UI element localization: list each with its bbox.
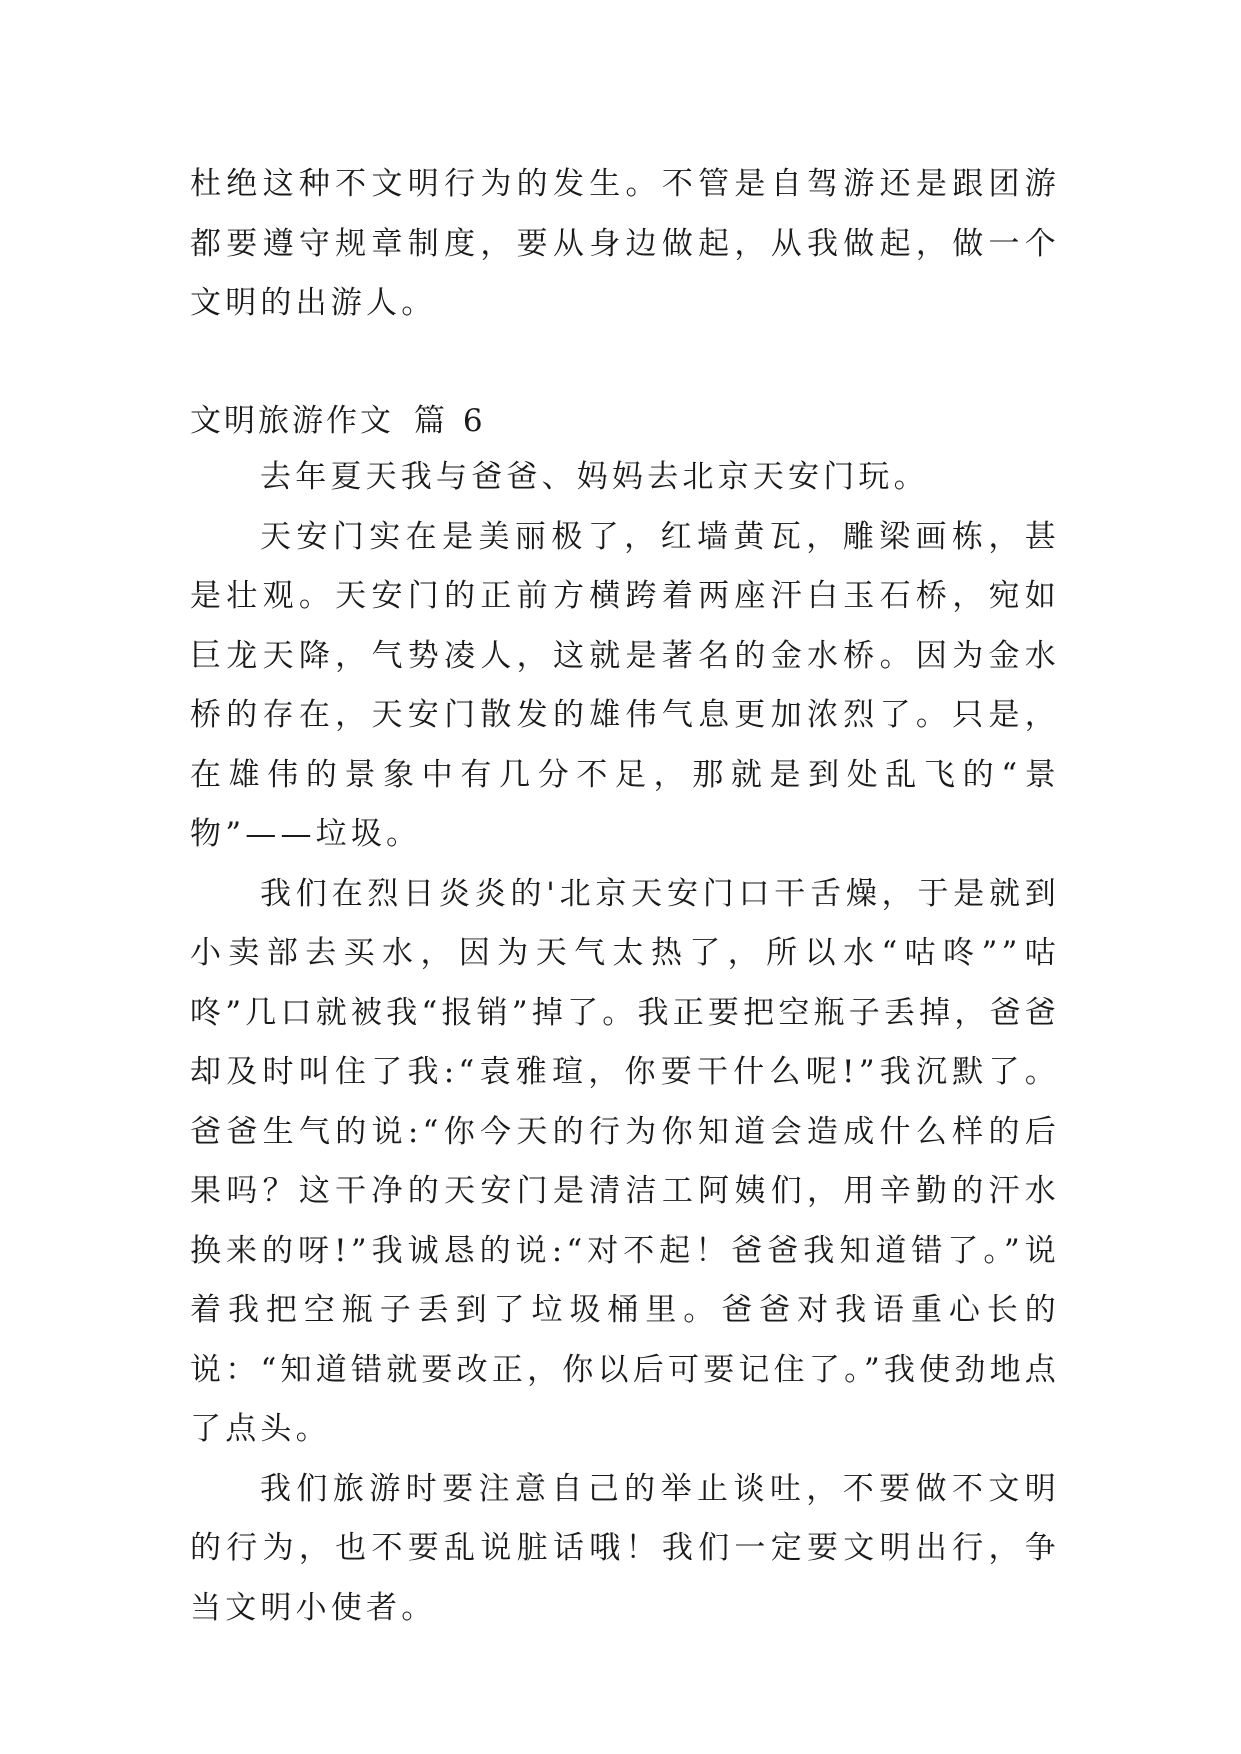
paragraph-3: 我们在烈日炎炎的'北京天安门口干舌燥，于是就到小卖部去买水，因为天气太热了，所以水“咕咚””咕咚”几口就被我“报销”掉了。我正要把空瓶子丢掉，爸爸却及时叫住了我:“袁雅瑄，你要干什么呢!”我沉默了。爸爸生气的说:“你今天的行为你知道会造成什么样的后果吗？这干净的天安门是清洁工阿姨们，用辛勤的汗水换来的呀!”我诚恳的说:“对不起！爸爸我知道错了。”说着我把空瓶子丢到了垃圾桶里。爸爸对我语重心长的说：“知道错就要改正，你以后可要记住了。”我使劲地点了点头。: [190, 875, 1060, 1447]
continued-paragraph: 杜绝这种不文明行为的发生。不管是自驾游还是跟团游都要遵守规章制度，要从身边做起，从我做起，做一个文明的出游人。: [190, 166, 1060, 321]
section-number: 篇 6: [414, 403, 487, 439]
paragraph-1: 去年夏天我与爸爸、妈妈去北京天安门玩。: [260, 459, 929, 495]
section-heading: [190, 392, 487, 452]
continued-paragraph-block: [190, 155, 1060, 334]
paragraph-2: 天安门实在是美丽极了，红墙黄瓦，雕梁画栋，甚是壮观。天安门的正前方横跨着两座汗白玉石桥，宛如巨龙天降，气势凌人，这就是著名的金水桥。因为金水桥的存在，天安门散发的雄伟气息更加浓烈了。只是，在雄伟的景象中有几分不足，那就是到处乱飞的“景物”——垃圾。: [190, 518, 1060, 852]
paragraph-4: 我们旅游时要注意自己的举止谈吐，不要做不文明的行为，也不要乱说脏话哦！我们一定要文明出行，争当文明小使者。: [190, 1470, 1060, 1626]
section-title: 文明旅游作文: [190, 403, 394, 439]
article-body: [190, 448, 1060, 1638]
